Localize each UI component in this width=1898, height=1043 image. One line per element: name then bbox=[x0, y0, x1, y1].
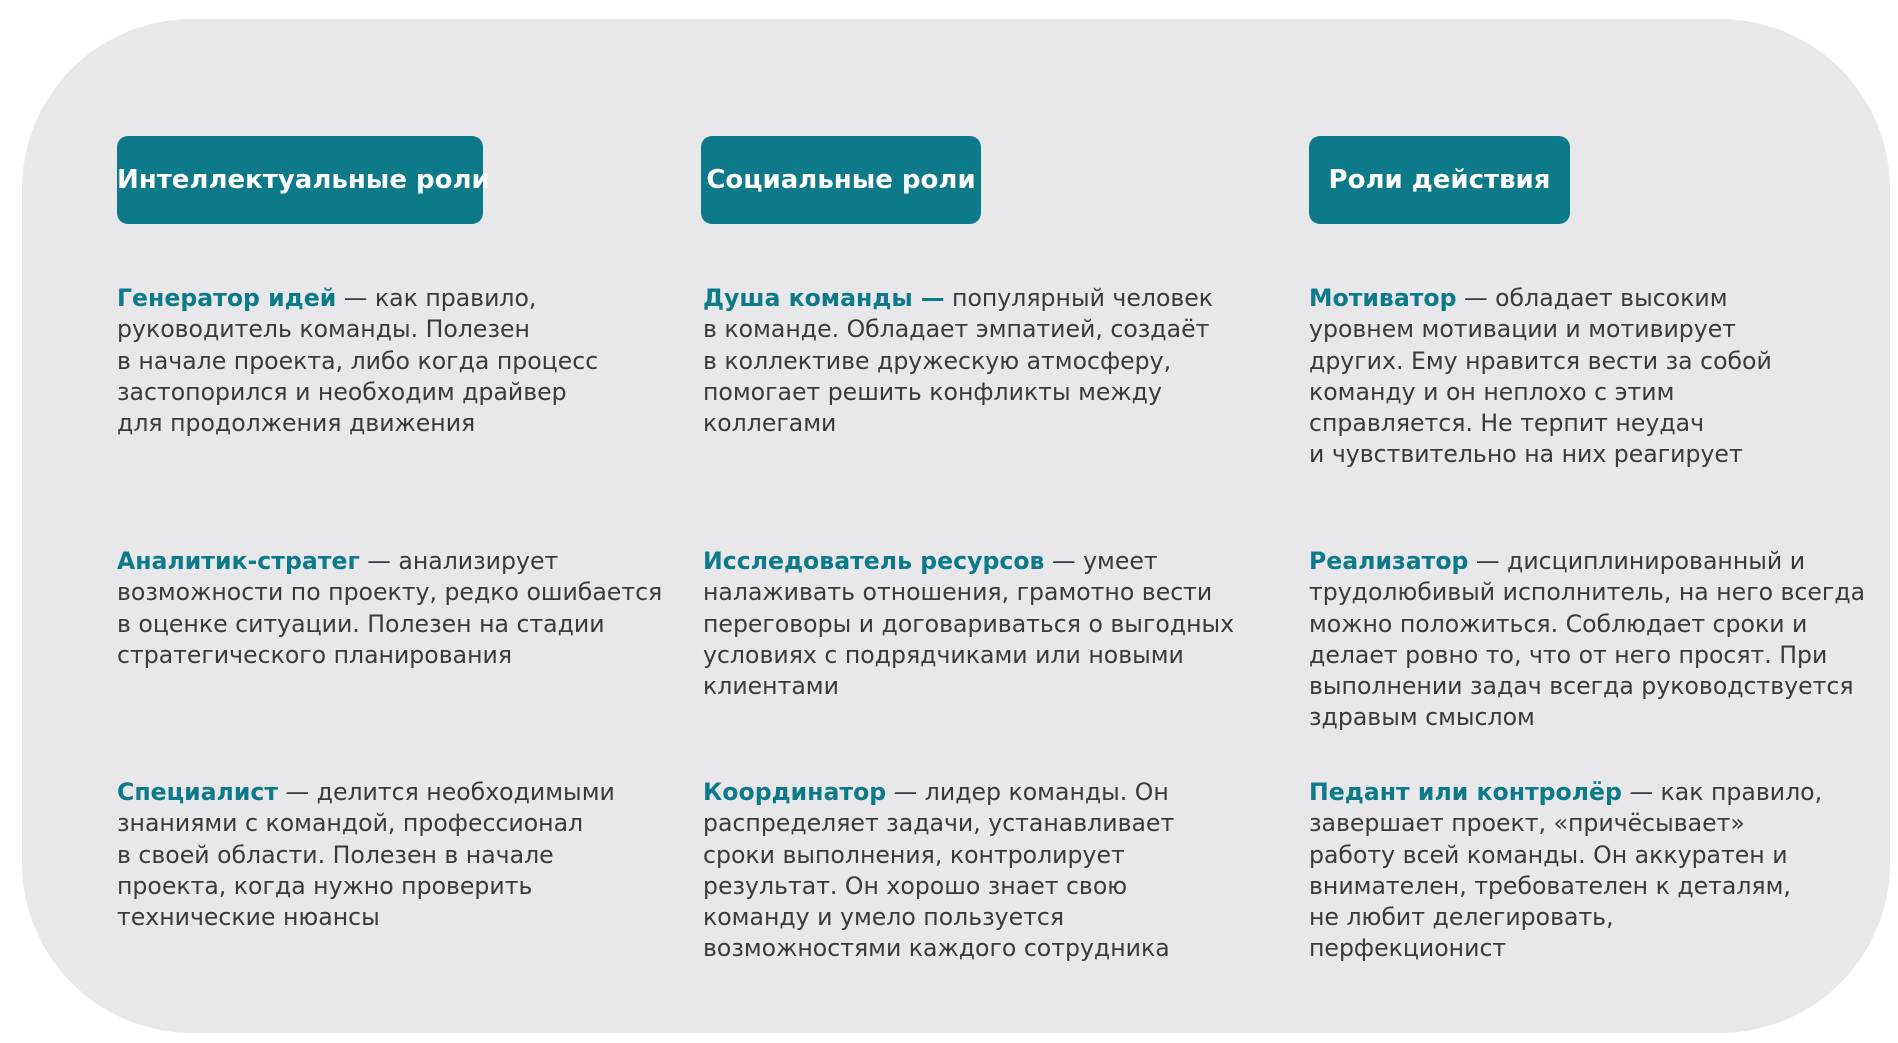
role-name: Специалист bbox=[117, 778, 279, 806]
role-analyst-strategist: Аналитик-стратег — анализирует возможности по проекту, редко ошибается в оценке ситуации. Полезен на стадии стратегического планирования bbox=[117, 547, 663, 669]
role-name: Мотиватор bbox=[1309, 284, 1457, 312]
role-name: Педант или контролёр bbox=[1309, 778, 1622, 806]
header-intellectual-roles: Интеллектуальные роли bbox=[117, 136, 483, 224]
role-motivator: Мотиватор — обладает высоким уровнем мотивации и мотивирует других. Ему нравится вести за собой команду и он неплохо с этим справляется. Не терпит неудач и чувствительно на них реагирует bbox=[1309, 284, 1772, 469]
role-team-soul: Душа команды — популярный человек в команде. Обладает эмпатией, создаёт в коллективе дружескую атмосферу, помогает решить конфликты между коллегами bbox=[703, 284, 1214, 438]
role-coordinator: Координатор — лидер команды. Он распределяет задачи, устанавливает сроки выполнения, контролирует результат. Он хорошо знает свою команду и умело пользуется возможностями каждого сотрудника bbox=[703, 778, 1175, 963]
role-name: Генератор идей bbox=[117, 284, 337, 312]
role-name: Душа команды — bbox=[703, 284, 945, 312]
role-idea-generator: Генератор идей — как правило, руководитель команды. Полезен в начале проекта, либо когда процесс застопорился и необходим драйвер для продолжения движения bbox=[117, 284, 599, 438]
role-implementer: Реализатор — дисциплинированный и трудолюбивый исполнитель, на него всегда можно положиться. Соблюдает сроки и делает ровно то, что от него просят. При выполнении задач всегда руководствуется здравым смыслом bbox=[1309, 547, 1866, 732]
role-name: Аналитик-стратег bbox=[117, 547, 360, 575]
header-action-roles: Роли действия bbox=[1309, 136, 1570, 224]
role-resource-investigator: Исследователь ресурсов — умеет налаживать отношения, грамотно вести переговоры и договариваться о выгодных условиях с подрядчиками или новыми клиентами bbox=[703, 547, 1235, 701]
role-name: Реализатор bbox=[1309, 547, 1469, 575]
role-name: Координатор bbox=[703, 778, 887, 806]
header-social-roles: Социальные роли bbox=[701, 136, 981, 224]
role-pedant-controller: Педант или контролёр — как правило, завершает проект, «причёсывает» работу всей команды. Он аккуратен и внимателен, требователен к деталям, не любит делегировать, перфекционист bbox=[1309, 778, 1823, 963]
role-name: Исследователь ресурсов bbox=[703, 547, 1045, 575]
role-specialist: Специалист — делится необходимыми знаниями с командой, профессионал в своей области. Полезен в начале проекта, когда нужно проверить технические нюансы bbox=[117, 778, 615, 932]
